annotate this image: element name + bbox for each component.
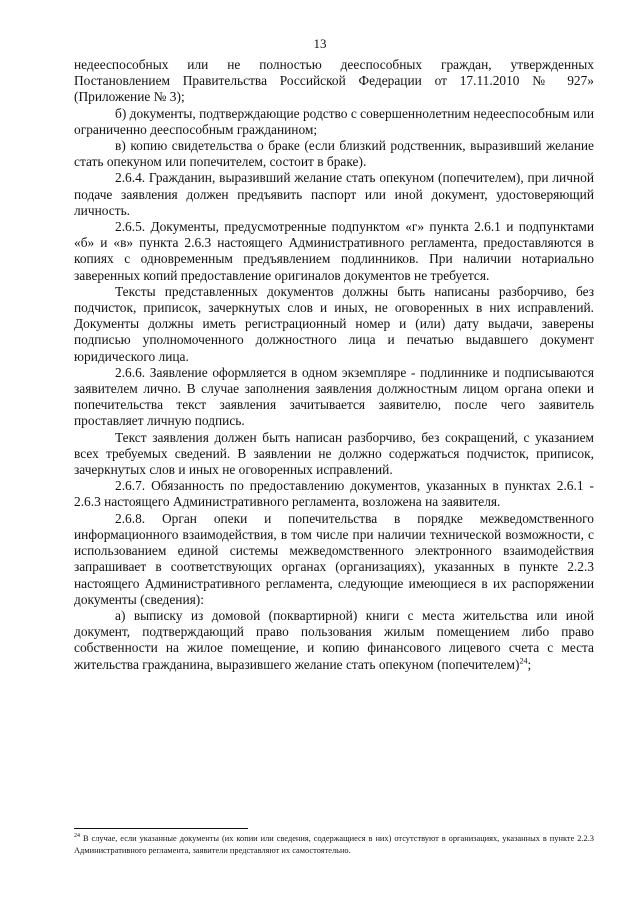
paragraph-item-a-text: а) выписку из домовой (поквартирной) книги с места жительства или иной документ, подтверждающий право пользования жилым помещением либо право собственности на жилое помещение, и копию финансового лицевого счета с места жительства гражданина, выразившего желание стать опекуном (попечителем) (74, 607, 594, 672)
footnote (74, 833, 594, 856)
paragraph-2-6-5: 2.6.5. Документы, предусмотренные подпунктом «г» пункта 2.6.1 и подпунктами «б» и «в» пункта 2.6.3 настоящего Административного регламента, предоставляются в копиях с одновременным предъявлением подлинников. При наличии нотариально заверенных копий предоставление оригиналов документов не требуется. (74, 219, 594, 283)
footnote-reference[interactable]: 24 (519, 656, 528, 666)
paragraph-item-a-tail: ; (527, 656, 532, 672)
footnote-separator (74, 828, 248, 829)
paragraph-2-6-6: 2.6.6. Заявление оформляется в одном экземпляре - подлиннике и подписываются заявителем лично. В случае заполнения заявления должностным лицом органа опеки и попечительства текст заявления зачитывается заявителю, после чего заявитель проставляет личную подпись. (74, 364, 594, 429)
paragraph-application-requirements: Текст заявления должен быть написан разборчиво, без сокращений, с указанием всех требуемых сведений. В заявлении не должно содержаться подчисток, приписок, зачеркнутых слов и иных не оговоренных исправлений. (74, 429, 594, 478)
footnote-text: В случае, если указанные документы (их копии или сведения, содержащиеся в них) отсутствуют в организациях, указанных в пункте 2.2.3 Административного регламента, заявители представляют их самостоятельно. (74, 834, 594, 855)
paragraph-item-b: б) документы, подтверждающие родство с совершеннолетним недееспособным или ограниченно дееспособным гражданином; (74, 105, 594, 137)
footnote-marker: 24 (74, 833, 80, 840)
paragraph-2-6-4: 2.6.4. Гражданин, выразивший желание стать опекуном (попечителем), при личной подаче заявления должен предъявить паспорт или иной документ, удостоверяющий личность. (74, 170, 594, 218)
document-body (74, 57, 594, 673)
paragraph-2-6-7: 2.6.7. Обязанность по предоставлению документов, указанных в пунктах 2.6.1 - 2.6.3 настоящего Административного регламента, возложена на заявителя. (74, 478, 594, 510)
paragraph-item-a (74, 608, 594, 673)
paragraph-continuation: недееспособных или не полностью дееспособных граждан, утвержденных Постановлением Правительства Российской Федерации от 17.11.2010 № 927» (Приложение № 3); (74, 57, 594, 105)
paragraph-item-v: в) копию свидетельства о браке (если близкий родственник, выразивший желание стать опекуном или попечителем, состоит в браке). (74, 138, 594, 170)
paragraph-document-requirements: Тексты представленных документов должны быть написаны разборчиво, без подчисток, приписок, зачеркнутых слов и иных, не оговоренных в них исправлений. Документы должны иметь регистрационный номер и (или) дату выдачи, заверены подписью уполномоченного должностного лица и печатью выдавшего документ юридического лица. (74, 283, 594, 364)
paragraph-2-6-8: 2.6.8. Орган опеки и попечительства в порядке межведомственного информационного взаимодействия, в том числе при наличии технической возможности, с использованием единой системы межведомственного электронного взаимодействия запрашивает в соответствующих органах (организациях), указанных в пункте 2.2.3 настоящего Административного регламента, следующие имеющиеся в их распоряжении документы (сведения): (74, 510, 594, 607)
page-number: 13 (313, 36, 327, 51)
